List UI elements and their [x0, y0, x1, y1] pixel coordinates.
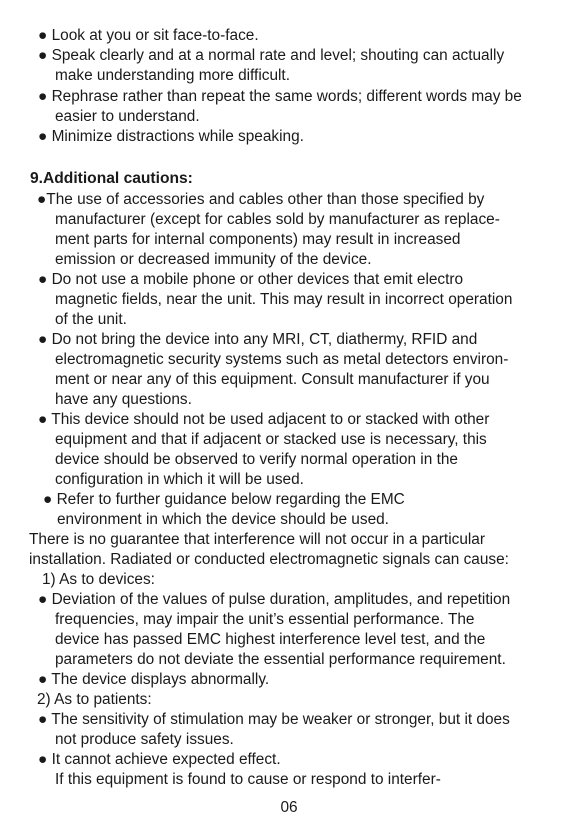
patient-bullet-2: ● It cannot achieve expected effect.: [38, 751, 281, 768]
intro-bullet-4: ● Minimize distractions while speaking.: [38, 128, 304, 145]
caution-bullet-2: ● Do not use a mobile phone or other devices that emit electro: [38, 271, 464, 288]
caution-bullet-4-cont: configuration in which it will be used.: [55, 471, 304, 488]
intro-bullet-3-cont: easier to understand.: [55, 108, 200, 125]
intro-bullet-1: ● Look at you or sit face-to-face.: [38, 27, 259, 44]
patients-heading: 2) As to patients:: [37, 691, 152, 708]
caution-bullet-4: ● This device should not be used adjacent to or stacked with other: [38, 411, 490, 428]
device-bullet-1: ● Deviation of the values of pulse duration, amplitudes, and repetition: [38, 591, 511, 608]
caution-bullet-2-cont: magnetic fields, near the unit. This may result in incorrect operation: [55, 291, 513, 308]
page-number: 06: [280, 799, 298, 816]
caution-bullet-5-cont: environment in which the device should be used.: [57, 511, 389, 528]
closing-line: If this equipment is found to cause or respond to interfer-: [55, 771, 441, 788]
device-bullet-1-cont: parameters do not deviate the essential performance requirement.: [55, 651, 506, 668]
caution-bullet-1: ●The use of accessories and cables other than those specified by: [37, 191, 485, 208]
caution-bullet-4-cont: device should be observed to verify normal operation in the: [55, 451, 458, 468]
patient-bullet-1-cont: not produce safety issues.: [55, 731, 234, 748]
patient-bullet-1: ● The sensitivity of stimulation may be weaker or stronger, but it does: [38, 711, 510, 728]
intro-bullet-2-cont: make understanding more difficult.: [55, 67, 290, 84]
caution-bullet-3-cont: ment or near any of this equipment. Consult manufacturer if you: [55, 371, 490, 388]
caution-bullet-5: ● Refer to further guidance below regarding the EMC: [43, 491, 405, 508]
caution-bullet-1-cont: manufacturer (except for cables sold by manufacturer as replace-: [55, 211, 500, 228]
caution-bullet-3-cont: electromagnetic security systems such as metal detectors environ-: [55, 351, 509, 368]
caution-bullet-1-cont: emission or decreased immunity of the device.: [55, 251, 372, 268]
interference-paragraph: There is no guarantee that interference will not occur in a particular: [29, 531, 485, 548]
devices-heading: 1) As to devices:: [42, 571, 155, 588]
caution-bullet-3: ● Do not bring the device into any MRI, CT, diathermy, RFID and: [38, 331, 478, 348]
device-bullet-1-cont: frequencies, may impair the unit’s essential performance. The: [55, 611, 475, 628]
caution-bullet-4-cont: equipment and that if adjacent or stacked use is necessary, this: [55, 431, 487, 448]
device-bullet-1-cont: device has passed EMC highest interference level test, and the: [55, 631, 486, 648]
caution-bullet-1-cont: ment parts for internal components) may result in increased: [55, 231, 461, 248]
interference-paragraph-cont: installation. Radiated or conducted electromagnetic signals can cause:: [29, 551, 509, 568]
caution-bullet-2-cont: of the unit.: [55, 311, 127, 328]
section-heading: 9.Additional cautions:: [30, 170, 193, 187]
intro-bullet-3: ● Rephrase rather than repeat the same words; different words may be: [38, 88, 522, 105]
caution-bullet-3-cont: have any questions.: [55, 391, 192, 408]
intro-bullet-2: ● Speak clearly and at a normal rate and level; shouting can actually: [38, 47, 505, 64]
device-bullet-2: ● The device displays abnormally.: [38, 671, 270, 688]
